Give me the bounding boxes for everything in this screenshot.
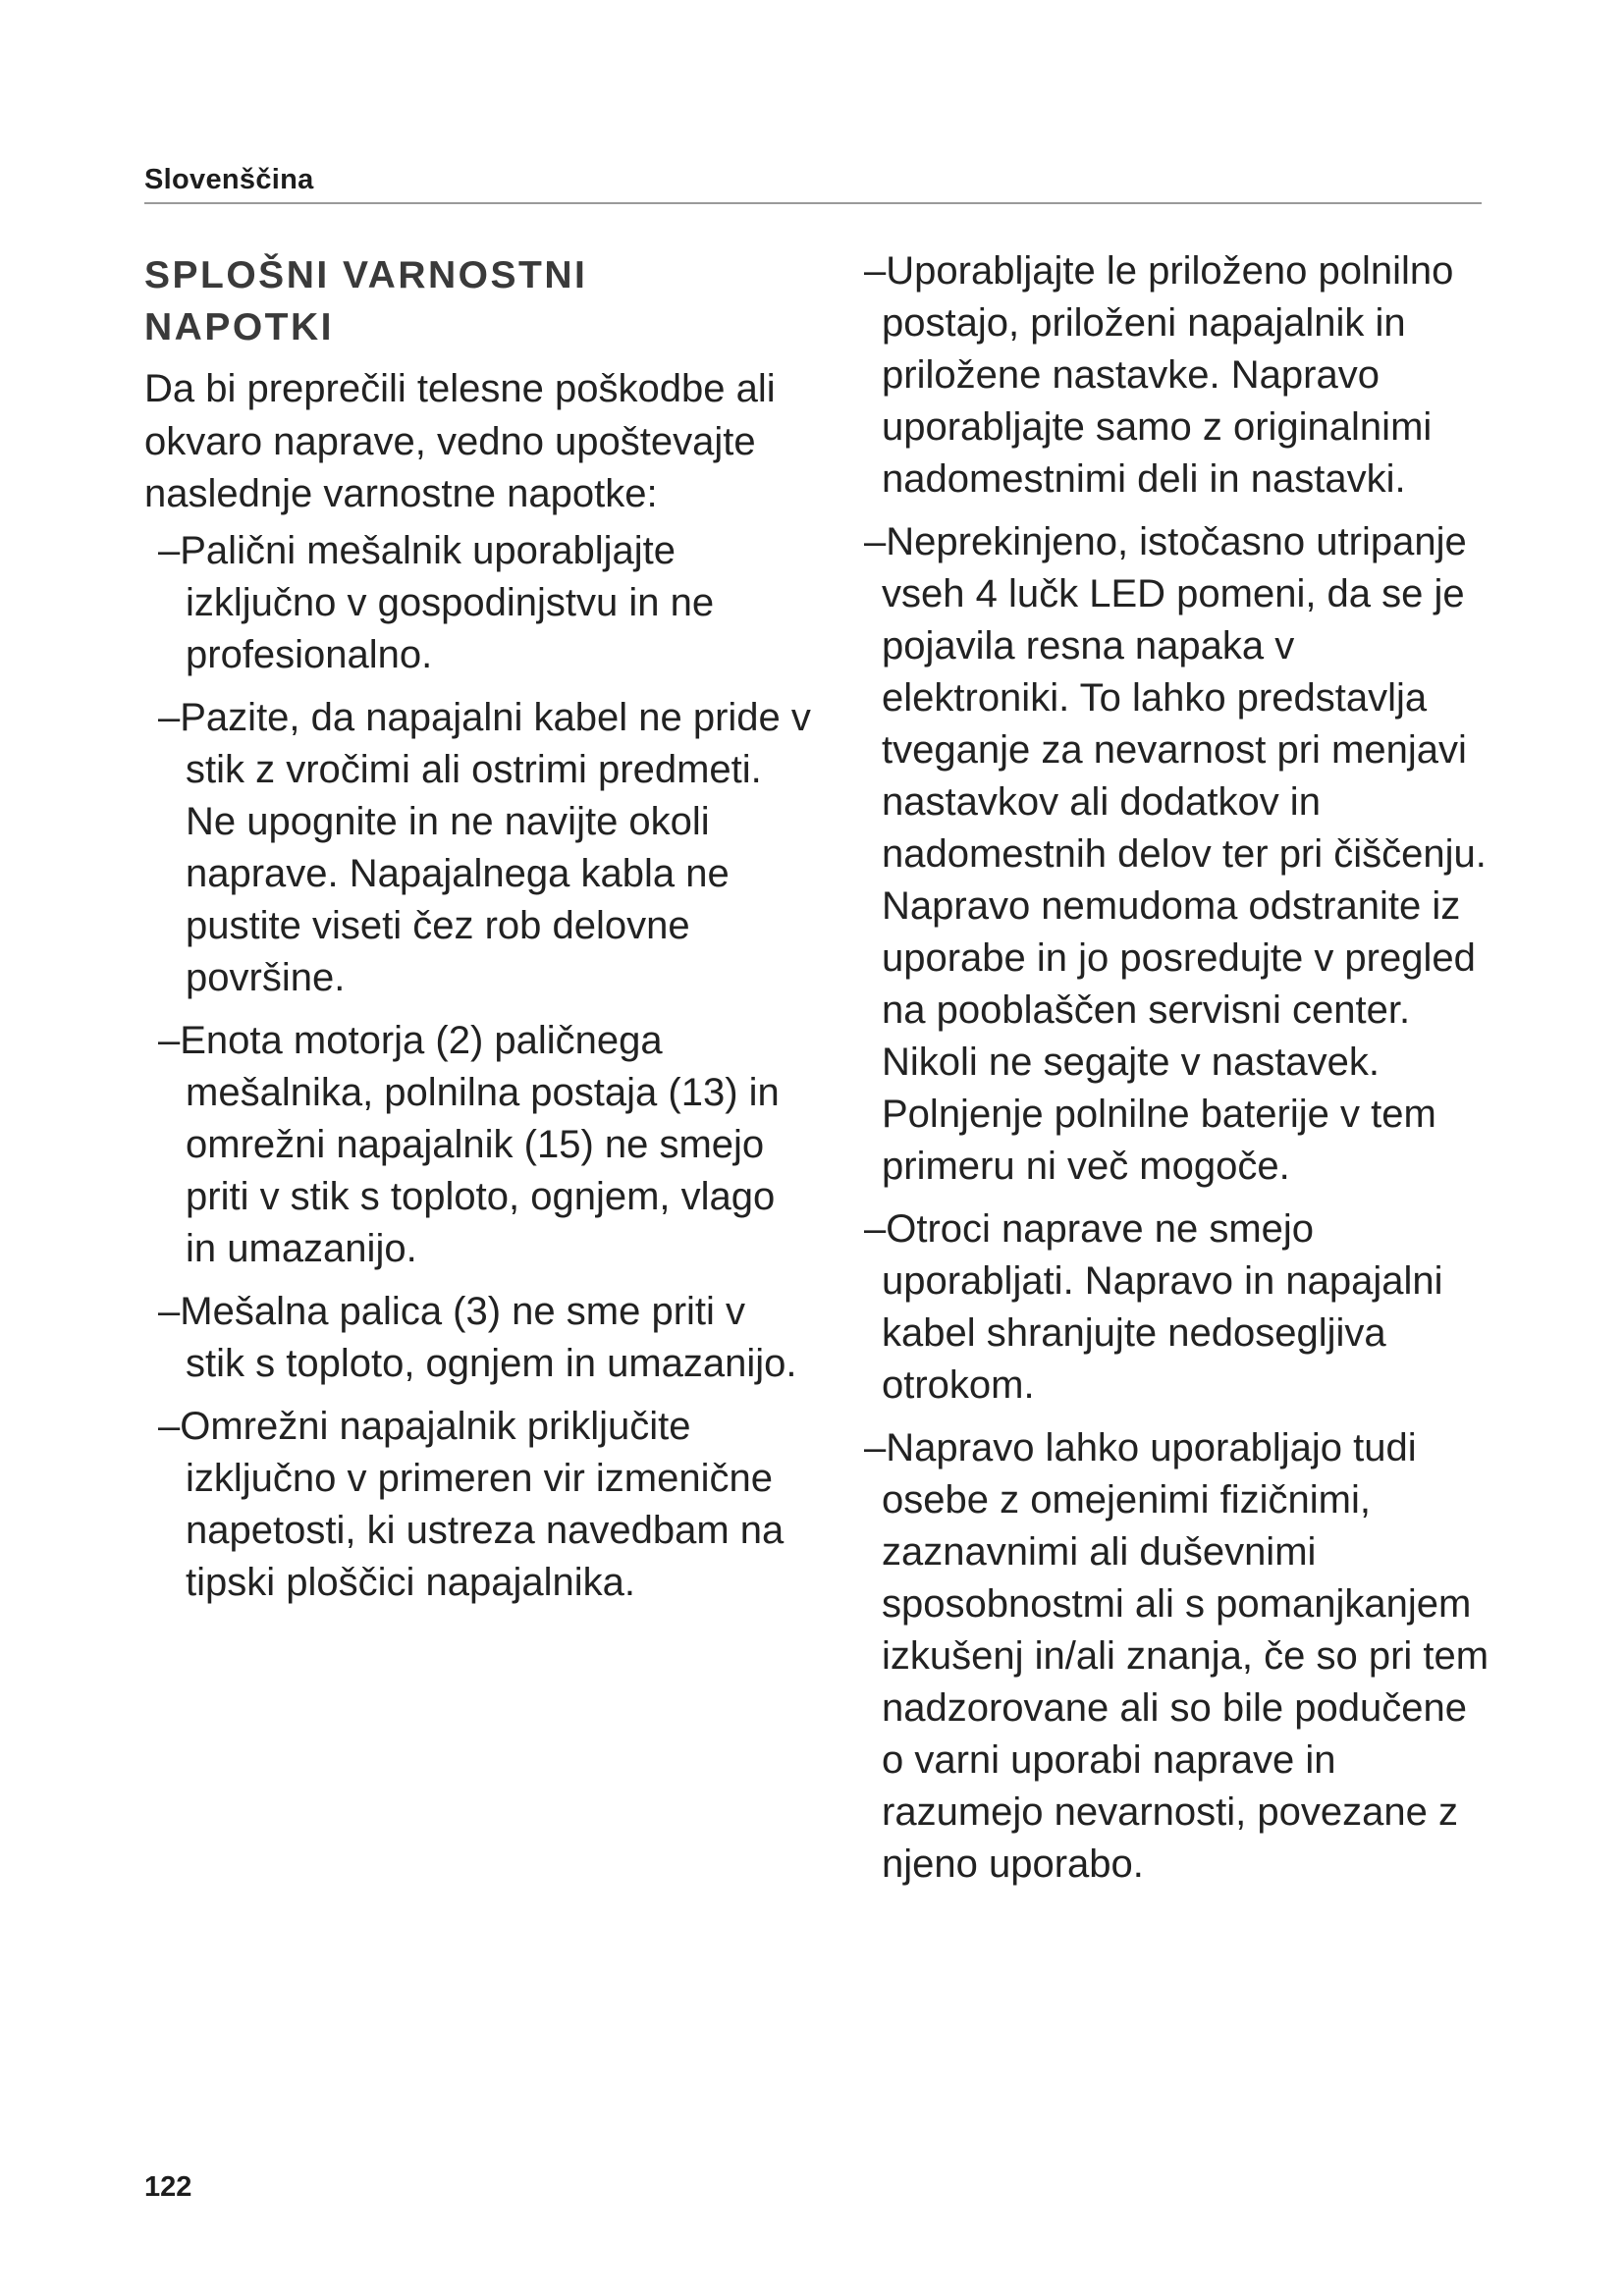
list-item bbox=[144, 525, 812, 681]
list-item bbox=[864, 245, 1492, 506]
dash-bullet: – bbox=[158, 1404, 181, 1448]
dash-bullet: – bbox=[158, 528, 181, 572]
header-divider bbox=[144, 202, 1482, 204]
page-number: 122 bbox=[144, 2171, 192, 2203]
list-item bbox=[864, 516, 1492, 1193]
list-item-text: Uporabljajte le priloženo polnilno postajo, priloženi napajalnik in priložene nastavke. Napravo uporabljajte samo z originalnimi nadomestnimi deli in nastavki. bbox=[882, 249, 1454, 501]
list-item-text: Otroci naprave ne smejo uporabljati. Napravo in napajalni kabel shranjujte nedosegljiva otrokom. bbox=[882, 1207, 1443, 1407]
list-item bbox=[144, 692, 812, 1004]
dash-bullet: – bbox=[158, 695, 181, 739]
right-column bbox=[864, 245, 1492, 1901]
list-item-text: Neprekinjeno, istočasno utripanje vseh 4 lučk LED pomeni, da se je pojavila resna napaka v elektroniki. To lahko predstavlja tveganje za nevarnost pri menjavi nastavkov ali dodatkov in nadomestnih delov ter pri čiščenju. Napravo nemudoma odstranite iz uporabe in jo posredujte v pregled na pooblaščen servisni center. Nikoli ne segajte v nastavek. Polnjenje polnilne baterije v tem primeru ni več mogoče. bbox=[882, 520, 1487, 1188]
list-item-text: Palični mešalnik uporabljajte izključno v gospodinjstvu in ne profesionalno. bbox=[180, 528, 715, 676]
list-item bbox=[144, 1286, 812, 1390]
list-item-text: Enota motorja (2) paličnega mešalnika, polnilna postaja (13) in omrežni napajalnik (15) ne smejo priti v stik s toploto, ognjem, vlago in umazanijo. bbox=[180, 1018, 780, 1270]
dash-bullet: – bbox=[158, 1289, 181, 1333]
section-heading bbox=[144, 249, 812, 353]
intro-paragraph: Da bi preprečili telesne poškodbe ali okvaro naprave, vedno upoštevajte naslednje varnostne napotke: bbox=[144, 367, 776, 515]
section-heading-line-2: NAPOTKI bbox=[144, 306, 334, 348]
list-item bbox=[864, 1422, 1492, 1891]
list-item-text: Mešalna palica (3) ne sme priti v stik s toploto, ognjem in umazanijo. bbox=[180, 1289, 797, 1385]
list-item bbox=[144, 1015, 812, 1275]
section-heading-line-1: SPLOŠNI VARNOSTNI bbox=[144, 254, 588, 296]
left-column bbox=[144, 245, 812, 1620]
list-item-text: Omrežni napajalnik priključite izključno v primeren vir izmenične napetosti, ki ustreza navedbam na tipski ploščici napajalnika. bbox=[180, 1404, 785, 1604]
list-item-text: Pazite, da napajalni kabel ne pride v stik z vročimi ali ostrimi predmeti. Ne upognite in ne navijte okoli naprave. Napajalnega kabla ne pustite viseti čez rob delovne površine. bbox=[180, 695, 811, 999]
dash-bullet: – bbox=[864, 520, 887, 563]
dash-bullet: – bbox=[864, 1207, 887, 1251]
dash-bullet: – bbox=[864, 1426, 887, 1469]
list-item-text: Napravo lahko uporabljajo tudi osebe z omejenimi fizičnimi, zaznavnimi ali duševnimi sposobnostmi ali s pomanjkanjem izkušenj in/ali znanja, če so pri tem nadzorovane ali so bile podučene o varni uporabi naprave in razumejo nevarnosti, povezane z njeno uporabo. bbox=[882, 1426, 1489, 1886]
list-item bbox=[864, 1203, 1492, 1412]
list-item bbox=[144, 1401, 812, 1609]
dash-bullet: – bbox=[158, 1018, 181, 1062]
header-language-label: Slovenščina bbox=[144, 164, 314, 195]
dash-bullet: – bbox=[864, 249, 887, 293]
